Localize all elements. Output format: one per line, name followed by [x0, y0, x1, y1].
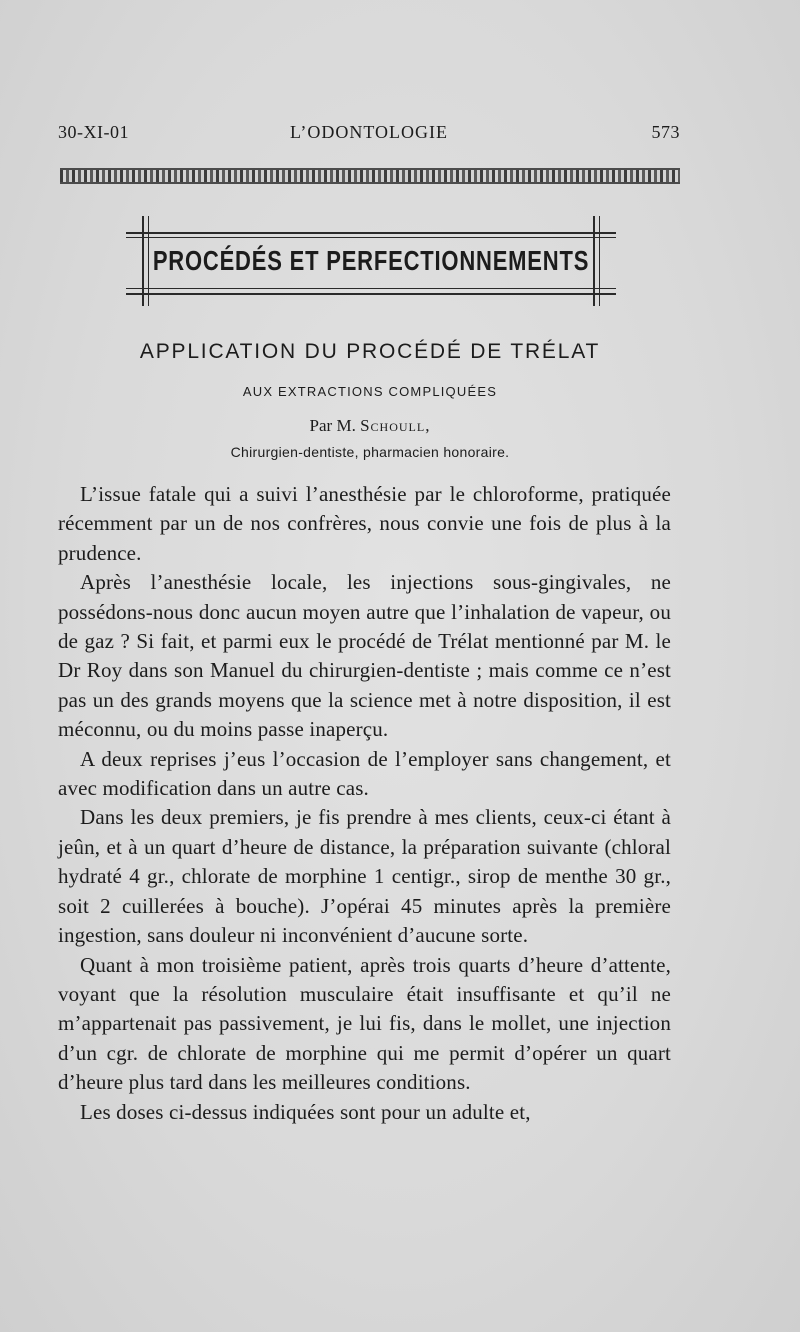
frame-rule-top-inner	[126, 237, 616, 238]
page-number: 573	[651, 122, 680, 142]
frame-rule-bottom	[126, 293, 616, 295]
article-title: APPLICATION DU PROCÉDÉ DE TRÉLAT	[139, 340, 601, 363]
frame-rule-bottom-inner	[126, 288, 616, 289]
section-title-frame	[126, 208, 616, 312]
byline	[0, 416, 740, 436]
issue-date: 30-XI-01	[58, 122, 129, 142]
paragraph: Dans les deux premiers, je fis prendre à mes clients, ceux-ci étant à jeûn, et à un quart d’heure de distance, la préparation suivante (chloral hydraté 4 gr., chlorate de morphine 1 centigr., sirop de menthe 30 gr., soit 2 cuillerées à bouche). J’opérai 45 minutes après la première ingestion, sans douleur ni inconvénient d’aucune sorte.	[58, 805, 671, 948]
author-affiliation: Chirurgien-dentiste, pharmacien honoraire.	[230, 444, 510, 460]
running-head	[58, 122, 680, 146]
section-title: PROCÉDÉS ET PERFECTIONNEMENTS	[152, 244, 590, 276]
author-name: Schoull,	[360, 416, 431, 435]
journal-name: L’ODONTOLOGIE	[290, 122, 448, 142]
article-body	[58, 480, 671, 1127]
paragraph: L’issue fatale qui a suivi l’anesthésie par le chloroforme, pratiquée récemment par un de nos confrères, nous convie une fois de plus à la prudence.	[58, 482, 671, 565]
paragraph: Quant à mon troisième patient, après trois quarts d’heure d’attente, voyant que la résolution musculaire était insuffisante et qu’il ne m’appartenait pas passivement, je lui fis, dans le mollet, une injection d’un cgr. de chlorate de morphine qui me permit d’opérer un quart d’heure plus tard dans les meilleures conditions.	[58, 952, 671, 1095]
article-subtitle: AUX EXTRACTIONS COMPLIQUÉES	[242, 384, 498, 399]
paragraph: A deux reprises j’eus l’occasion de l’employer sans changement, et avec modification dans un autre cas.	[58, 746, 671, 801]
frame-rule-top	[126, 232, 616, 234]
byline-prefix: Par M.	[309, 416, 356, 435]
paragraph: Les doses ci-dessus indiquées sont pour un adulte et,	[80, 1099, 531, 1124]
paragraph: Après l’anesthésie locale, les injections sous-gingivales, ne possédons-nous donc aucun moyen autre que l’inhalation de vapeur, ou de gaz ? Si fait, et parmi eux le procédé de Trélat mentionné par M. le Dr Roy dans son Manuel du chirurgien-dentiste ; mais comme ce n’est pas un des grands moyens que la science met à notre disposition, il est méconnu, ou du moins passe inaperçu.	[58, 570, 671, 742]
ornamental-border	[60, 168, 680, 184]
